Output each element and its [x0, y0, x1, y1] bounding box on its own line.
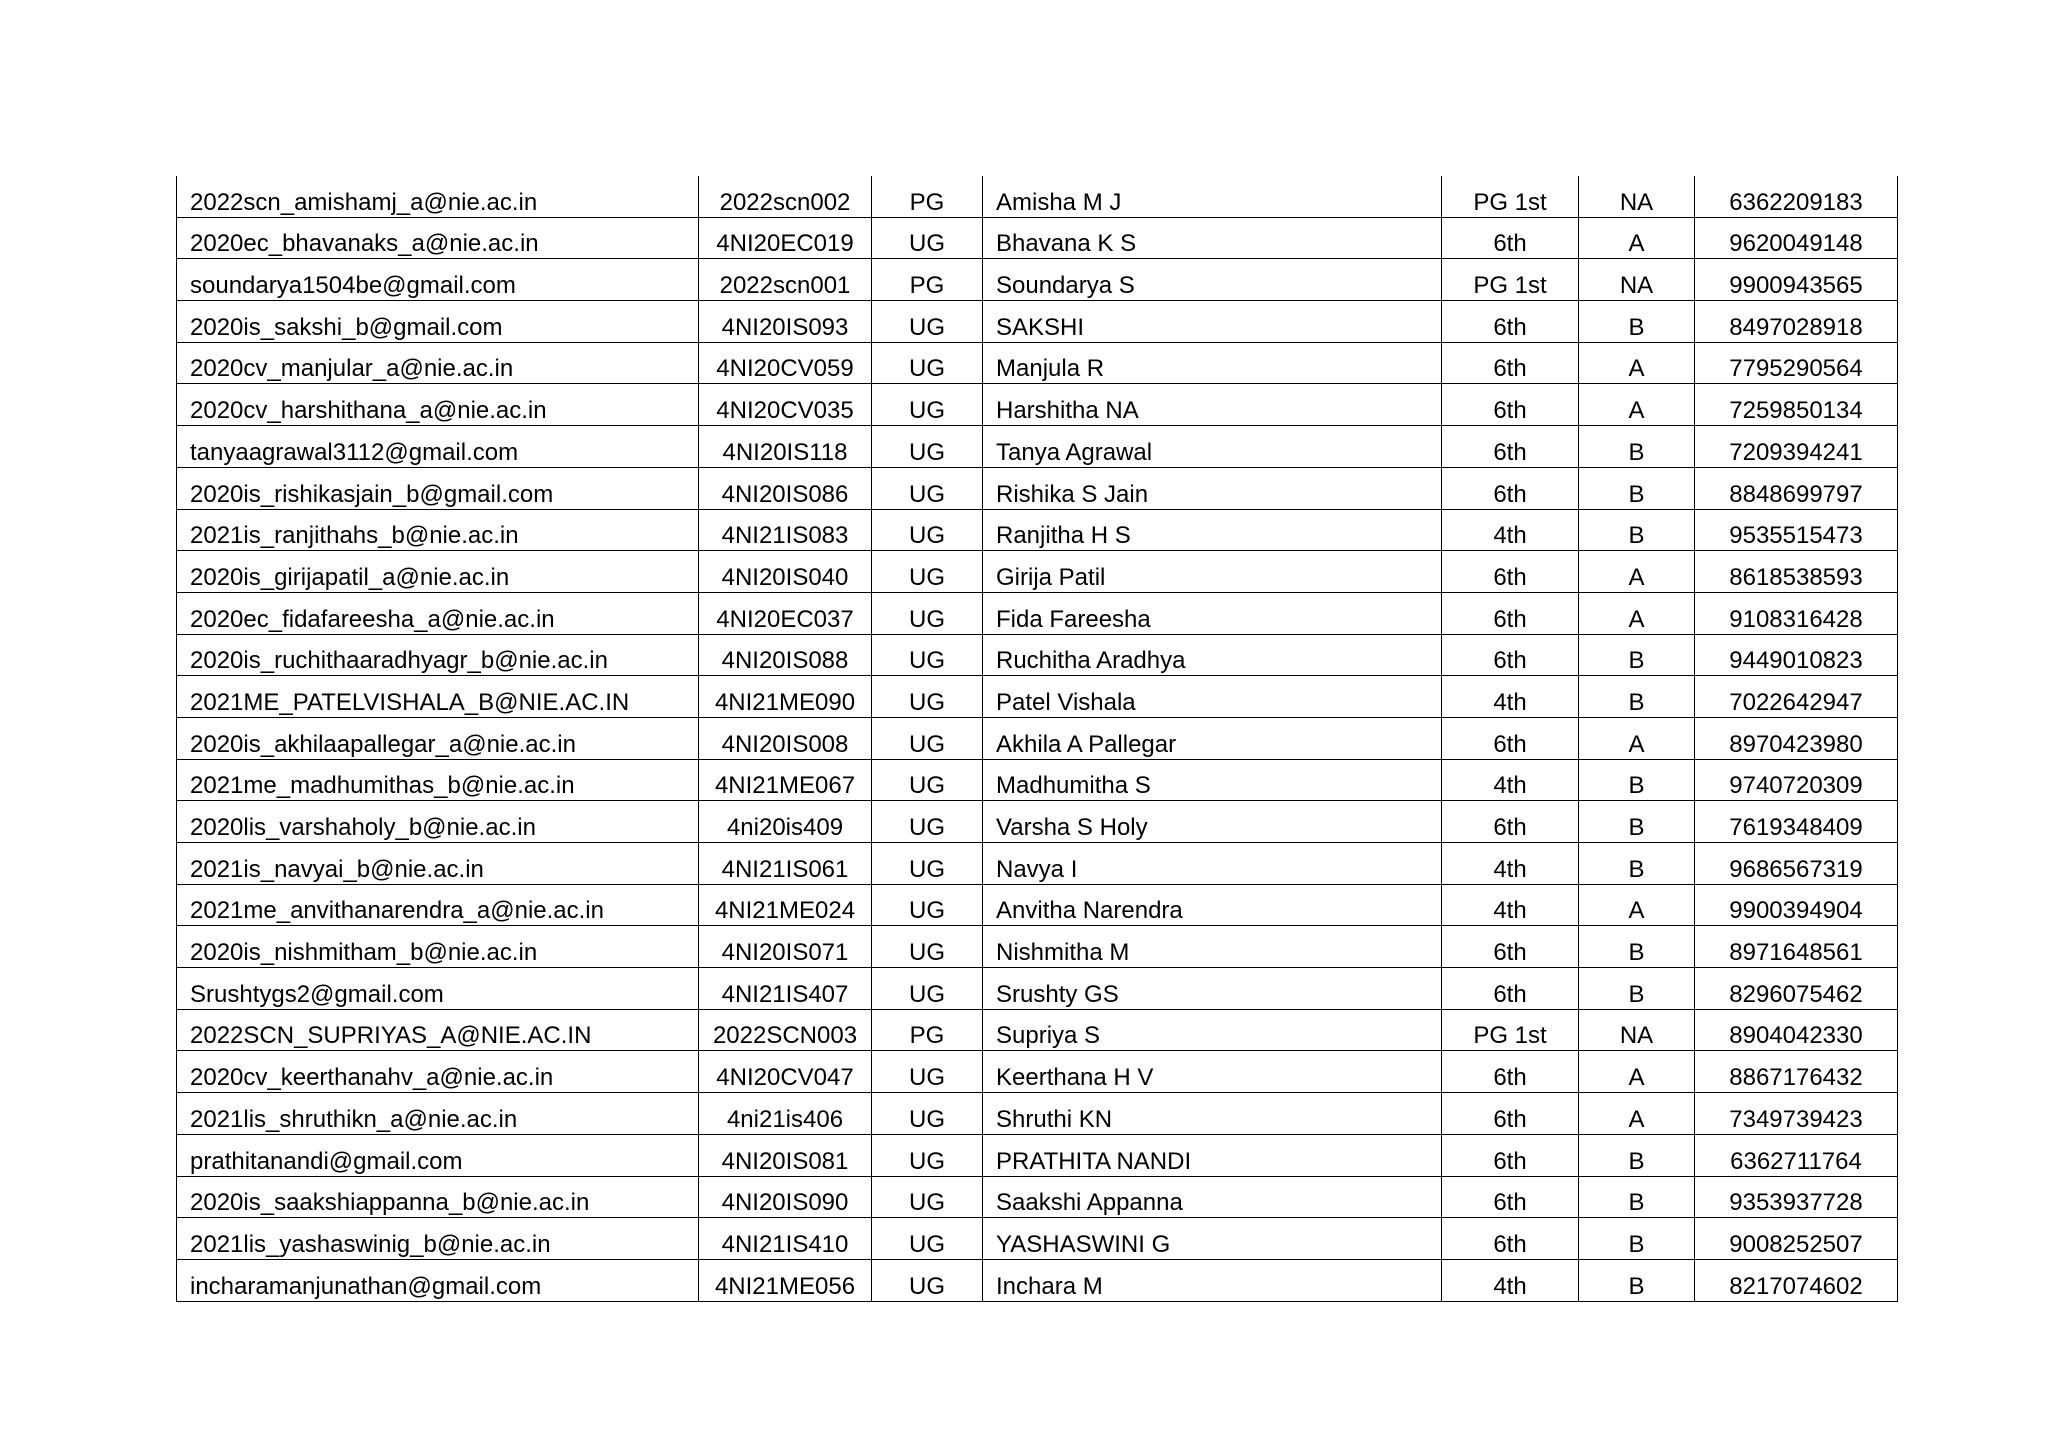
table-row: [177, 1093, 1898, 1135]
usn-cell: 4ni20is409: [699, 801, 872, 843]
email-cell: 2020is_saakshiappanna_b@nie.ac.in: [177, 1176, 699, 1218]
table-row: [177, 176, 1898, 217]
phone-cell: 7209394241: [1695, 426, 1898, 468]
phone-cell: 7795290564: [1695, 342, 1898, 384]
program-cell: UG: [872, 301, 983, 343]
name-cell: Patel Vishala: [983, 676, 1442, 718]
usn-cell: 4NI20CV035: [699, 384, 872, 426]
table-row: [177, 467, 1898, 509]
program-cell: UG: [872, 342, 983, 384]
table-row: [177, 1134, 1898, 1176]
phone-cell: 7619348409: [1695, 801, 1898, 843]
program-cell: UG: [872, 717, 983, 759]
semester-cell: 6th: [1442, 592, 1579, 634]
name-cell: Madhumitha S: [983, 759, 1442, 801]
phone-cell: 9900943565: [1695, 259, 1898, 301]
table-row: [177, 1259, 1898, 1301]
email-cell: 2020ec_bhavanaks_a@nie.ac.in: [177, 217, 699, 259]
semester-cell: 4th: [1442, 843, 1579, 885]
program-cell: UG: [872, 1218, 983, 1260]
program-cell: UG: [872, 551, 983, 593]
semester-cell: PG 1st: [1442, 176, 1579, 217]
email-cell: 2020is_rishikasjain_b@gmail.com: [177, 467, 699, 509]
section-cell: B: [1579, 801, 1695, 843]
usn-cell: 4NI21ME090: [699, 676, 872, 718]
semester-cell: 6th: [1442, 1218, 1579, 1260]
semester-cell: PG 1st: [1442, 1009, 1579, 1051]
table-row: [177, 301, 1898, 343]
name-cell: Nishmitha M: [983, 926, 1442, 968]
table-row: [177, 801, 1898, 843]
table-row: [177, 1051, 1898, 1093]
semester-cell: 6th: [1442, 217, 1579, 259]
phone-cell: 7022642947: [1695, 676, 1898, 718]
semester-cell: 6th: [1442, 926, 1579, 968]
email-cell: 2022SCN_SUPRIYAS_A@NIE.AC.IN: [177, 1009, 699, 1051]
section-cell: B: [1579, 634, 1695, 676]
name-cell: Navya I: [983, 843, 1442, 885]
phone-cell: 9008252507: [1695, 1218, 1898, 1260]
usn-cell: 4NI21ME024: [699, 884, 872, 926]
name-cell: Fida Fareesha: [983, 592, 1442, 634]
program-cell: UG: [872, 843, 983, 885]
phone-cell: 9108316428: [1695, 592, 1898, 634]
semester-cell: 4th: [1442, 884, 1579, 926]
semester-cell: 4th: [1442, 759, 1579, 801]
email-cell: 2021me_madhumithas_b@nie.ac.in: [177, 759, 699, 801]
name-cell: Tanya Agrawal: [983, 426, 1442, 468]
semester-cell: 4th: [1442, 509, 1579, 551]
semester-cell: 4th: [1442, 676, 1579, 718]
name-cell: Rishika S Jain: [983, 467, 1442, 509]
program-cell: UG: [872, 968, 983, 1010]
section-cell: A: [1579, 384, 1695, 426]
table-row: [177, 926, 1898, 968]
email-cell: 2021ME_PATELVISHALA_B@NIE.AC.IN: [177, 676, 699, 718]
section-cell: B: [1579, 1259, 1695, 1301]
program-cell: UG: [872, 884, 983, 926]
usn-cell: 4NI20IS071: [699, 926, 872, 968]
email-cell: 2020is_sakshi_b@gmail.com: [177, 301, 699, 343]
section-cell: B: [1579, 926, 1695, 968]
usn-cell: 4NI20IS008: [699, 717, 872, 759]
table-row: [177, 342, 1898, 384]
semester-cell: 6th: [1442, 551, 1579, 593]
phone-cell: 9686567319: [1695, 843, 1898, 885]
email-cell: 2020cv_harshithana_a@nie.ac.in: [177, 384, 699, 426]
section-cell: B: [1579, 676, 1695, 718]
program-cell: UG: [872, 676, 983, 718]
name-cell: Anvitha Narendra: [983, 884, 1442, 926]
usn-cell: 4NI21ME067: [699, 759, 872, 801]
semester-cell: PG 1st: [1442, 259, 1579, 301]
email-cell: 2021lis_yashaswinig_b@nie.ac.in: [177, 1218, 699, 1260]
section-cell: B: [1579, 759, 1695, 801]
usn-cell: 4NI20IS118: [699, 426, 872, 468]
email-cell: 2020is_nishmitham_b@nie.ac.in: [177, 926, 699, 968]
email-cell: 2021is_navyai_b@nie.ac.in: [177, 843, 699, 885]
usn-cell: 4NI20IS090: [699, 1176, 872, 1218]
section-cell: B: [1579, 301, 1695, 343]
program-cell: PG: [872, 176, 983, 217]
phone-cell: 8904042330: [1695, 1009, 1898, 1051]
usn-cell: 4NI21IS407: [699, 968, 872, 1010]
usn-cell: 4NI20EC019: [699, 217, 872, 259]
usn-cell: 4NI20IS040: [699, 551, 872, 593]
name-cell: Ranjitha H S: [983, 509, 1442, 551]
semester-cell: 6th: [1442, 467, 1579, 509]
phone-cell: 9620049148: [1695, 217, 1898, 259]
phone-cell: 8217074602: [1695, 1259, 1898, 1301]
section-cell: B: [1579, 843, 1695, 885]
section-cell: A: [1579, 592, 1695, 634]
email-cell: 2021me_anvithanarendra_a@nie.ac.in: [177, 884, 699, 926]
usn-cell: 2022scn002: [699, 176, 872, 217]
semester-cell: 4th: [1442, 1259, 1579, 1301]
program-cell: UG: [872, 426, 983, 468]
semester-cell: 6th: [1442, 1051, 1579, 1093]
name-cell: Girija Patil: [983, 551, 1442, 593]
phone-cell: 9900394904: [1695, 884, 1898, 926]
program-cell: UG: [872, 1134, 983, 1176]
name-cell: Soundarya S: [983, 259, 1442, 301]
section-cell: A: [1579, 1051, 1695, 1093]
table-row: [177, 259, 1898, 301]
semester-cell: 6th: [1442, 1093, 1579, 1135]
semester-cell: 6th: [1442, 384, 1579, 426]
phone-cell: 8867176432: [1695, 1051, 1898, 1093]
usn-cell: 4NI20IS093: [699, 301, 872, 343]
usn-cell: 4ni21is406: [699, 1093, 872, 1135]
name-cell: Srushty GS: [983, 968, 1442, 1010]
email-cell: 2020cv_manjular_a@nie.ac.in: [177, 342, 699, 384]
phone-cell: 8848699797: [1695, 467, 1898, 509]
usn-cell: 4NI20IS086: [699, 467, 872, 509]
name-cell: Amisha M J: [983, 176, 1442, 217]
student-table-body: [177, 176, 1898, 1301]
semester-cell: 6th: [1442, 968, 1579, 1010]
table-row: [177, 884, 1898, 926]
section-cell: A: [1579, 1093, 1695, 1135]
phone-cell: 9740720309: [1695, 759, 1898, 801]
semester-cell: 6th: [1442, 801, 1579, 843]
table-row: [177, 217, 1898, 259]
program-cell: UG: [872, 217, 983, 259]
program-cell: UG: [872, 1051, 983, 1093]
section-cell: B: [1579, 1176, 1695, 1218]
name-cell: Supriya S: [983, 1009, 1442, 1051]
phone-cell: 6362209183: [1695, 176, 1898, 217]
email-cell: 2020cv_keerthanahv_a@nie.ac.in: [177, 1051, 699, 1093]
section-cell: B: [1579, 426, 1695, 468]
email-cell: 2022scn_amishamj_a@nie.ac.in: [177, 176, 699, 217]
program-cell: UG: [872, 384, 983, 426]
name-cell: Ruchitha Aradhya: [983, 634, 1442, 676]
name-cell: Akhila A Pallegar: [983, 717, 1442, 759]
table-row: [177, 1009, 1898, 1051]
name-cell: Harshitha NA: [983, 384, 1442, 426]
name-cell: Manjula R: [983, 342, 1442, 384]
phone-cell: 8618538593: [1695, 551, 1898, 593]
phone-cell: 7259850134: [1695, 384, 1898, 426]
semester-cell: 6th: [1442, 634, 1579, 676]
program-cell: UG: [872, 1093, 983, 1135]
usn-cell: 4NI20IS081: [699, 1134, 872, 1176]
semester-cell: 6th: [1442, 1176, 1579, 1218]
email-cell: incharamanjunathan@gmail.com: [177, 1259, 699, 1301]
table-row: [177, 1218, 1898, 1260]
phone-cell: 8971648561: [1695, 926, 1898, 968]
program-cell: PG: [872, 259, 983, 301]
email-cell: 2020lis_varshaholy_b@nie.ac.in: [177, 801, 699, 843]
section-cell: B: [1579, 1134, 1695, 1176]
name-cell: YASHASWINI G: [983, 1218, 1442, 1260]
section-cell: B: [1579, 509, 1695, 551]
section-cell: A: [1579, 884, 1695, 926]
table-row: [177, 426, 1898, 468]
phone-cell: 8970423980: [1695, 717, 1898, 759]
name-cell: Bhavana K S: [983, 217, 1442, 259]
phone-cell: 6362711764: [1695, 1134, 1898, 1176]
usn-cell: 4NI20CV059: [699, 342, 872, 384]
program-cell: PG: [872, 1009, 983, 1051]
semester-cell: 6th: [1442, 301, 1579, 343]
email-cell: 2021is_ranjithahs_b@nie.ac.in: [177, 509, 699, 551]
phone-cell: 9535515473: [1695, 509, 1898, 551]
program-cell: UG: [872, 1176, 983, 1218]
table-row: [177, 592, 1898, 634]
table-row: [177, 634, 1898, 676]
usn-cell: 4NI21IS410: [699, 1218, 872, 1260]
email-cell: tanyaagrawal3112@gmail.com: [177, 426, 699, 468]
table-row: [177, 384, 1898, 426]
section-cell: NA: [1579, 1009, 1695, 1051]
table-row: [177, 968, 1898, 1010]
usn-cell: 4NI20IS088: [699, 634, 872, 676]
email-cell: prathitanandi@gmail.com: [177, 1134, 699, 1176]
table-row: [177, 843, 1898, 885]
usn-cell: 4NI21ME056: [699, 1259, 872, 1301]
email-cell: soundarya1504be@gmail.com: [177, 259, 699, 301]
semester-cell: 6th: [1442, 342, 1579, 384]
phone-cell: 7349739423: [1695, 1093, 1898, 1135]
program-cell: UG: [872, 801, 983, 843]
section-cell: NA: [1579, 259, 1695, 301]
name-cell: Keerthana H V: [983, 1051, 1442, 1093]
email-cell: Srushtygs2@gmail.com: [177, 968, 699, 1010]
program-cell: UG: [872, 467, 983, 509]
email-cell: 2020is_girijapatil_a@nie.ac.in: [177, 551, 699, 593]
table-row: [177, 759, 1898, 801]
program-cell: UG: [872, 634, 983, 676]
section-cell: A: [1579, 342, 1695, 384]
section-cell: A: [1579, 217, 1695, 259]
section-cell: NA: [1579, 176, 1695, 217]
program-cell: UG: [872, 509, 983, 551]
semester-cell: 6th: [1442, 717, 1579, 759]
section-cell: B: [1579, 467, 1695, 509]
usn-cell: 4NI21IS061: [699, 843, 872, 885]
section-cell: A: [1579, 717, 1695, 759]
table-row: [177, 509, 1898, 551]
section-cell: B: [1579, 968, 1695, 1010]
section-cell: A: [1579, 551, 1695, 593]
program-cell: UG: [872, 926, 983, 968]
usn-cell: 4NI20EC037: [699, 592, 872, 634]
email-cell: 2021lis_shruthikn_a@nie.ac.in: [177, 1093, 699, 1135]
phone-cell: 9353937728: [1695, 1176, 1898, 1218]
name-cell: PRATHITA NANDI: [983, 1134, 1442, 1176]
program-cell: UG: [872, 1259, 983, 1301]
phone-cell: 9449010823: [1695, 634, 1898, 676]
semester-cell: 6th: [1442, 426, 1579, 468]
usn-cell: 2022scn001: [699, 259, 872, 301]
table-row: [177, 1176, 1898, 1218]
name-cell: Shruthi KN: [983, 1093, 1442, 1135]
table-row: [177, 551, 1898, 593]
table-row: [177, 676, 1898, 718]
table-row: [177, 717, 1898, 759]
program-cell: UG: [872, 592, 983, 634]
phone-cell: 8497028918: [1695, 301, 1898, 343]
usn-cell: 4NI21IS083: [699, 509, 872, 551]
name-cell: Varsha S Holy: [983, 801, 1442, 843]
email-cell: 2020is_akhilaapallegar_a@nie.ac.in: [177, 717, 699, 759]
usn-cell: 4NI20CV047: [699, 1051, 872, 1093]
phone-cell: 8296075462: [1695, 968, 1898, 1010]
email-cell: 2020is_ruchithaaradhyagr_b@nie.ac.in: [177, 634, 699, 676]
name-cell: Inchara M: [983, 1259, 1442, 1301]
usn-cell: 2022SCN003: [699, 1009, 872, 1051]
email-cell: 2020ec_fidafareesha_a@nie.ac.in: [177, 592, 699, 634]
section-cell: B: [1579, 1218, 1695, 1260]
name-cell: Saakshi Appanna: [983, 1176, 1442, 1218]
name-cell: SAKSHI: [983, 301, 1442, 343]
program-cell: UG: [872, 759, 983, 801]
student-table: [176, 176, 1898, 1302]
semester-cell: 6th: [1442, 1134, 1579, 1176]
